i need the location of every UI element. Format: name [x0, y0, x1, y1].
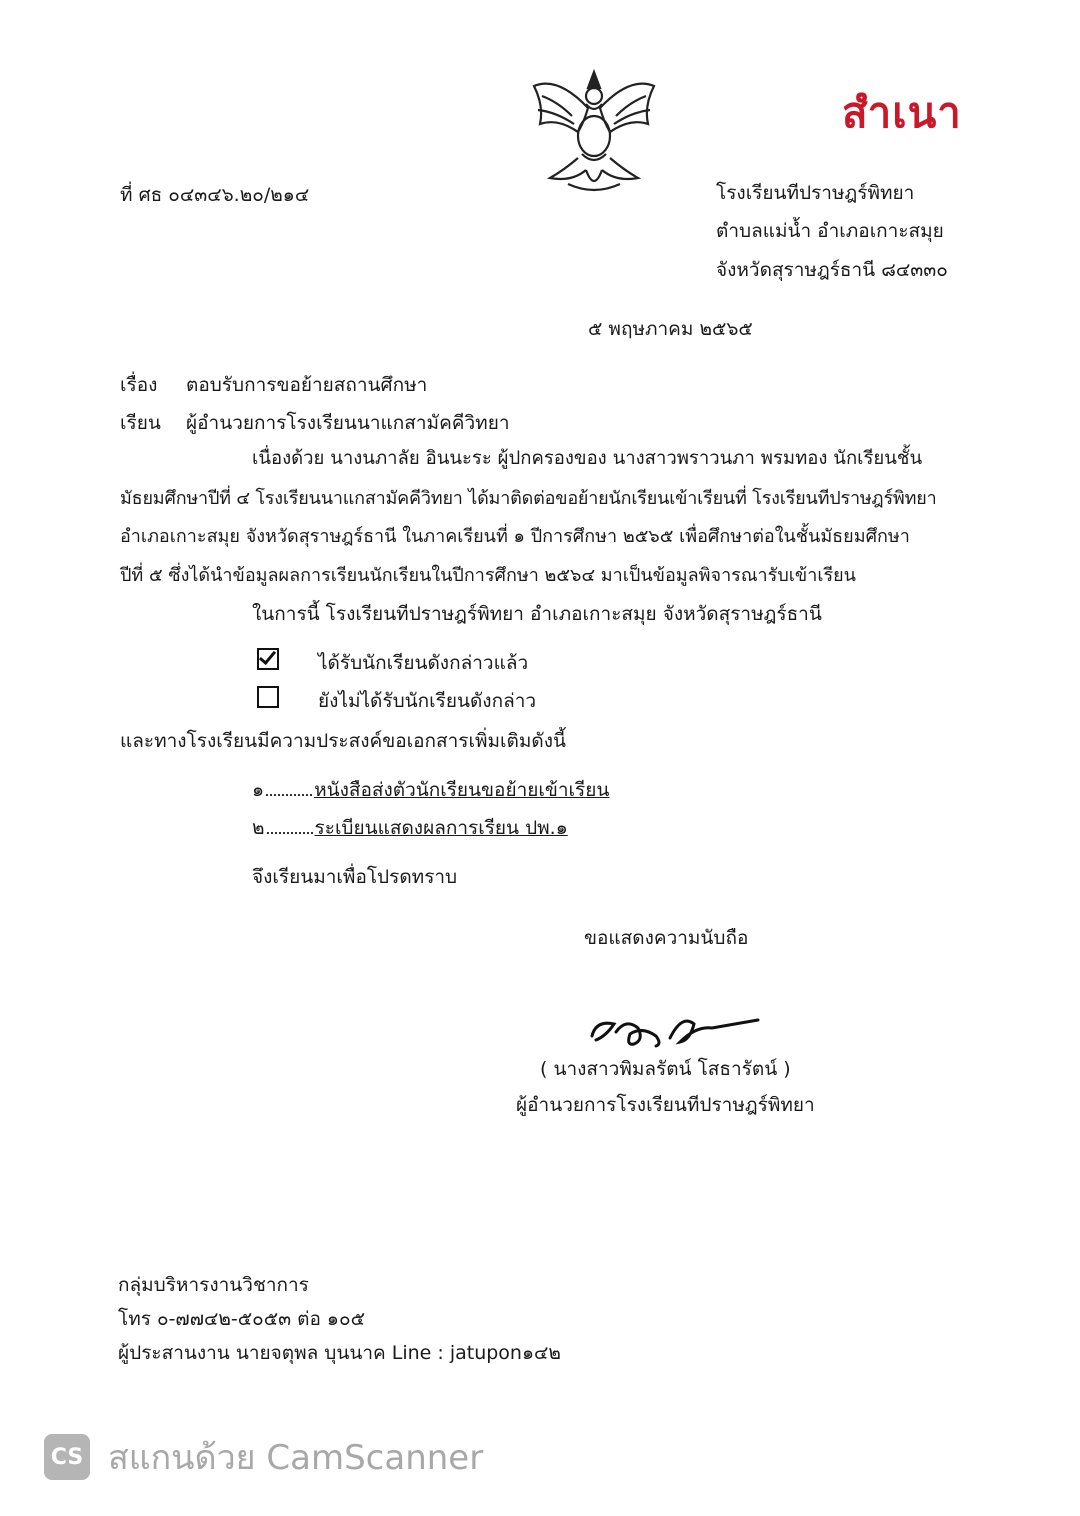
school-name: โรงเรียนทีปราษฎร์พิทยา	[716, 182, 915, 204]
school-subdistrict: ตำบลแม่น้ำ อำเภอเกาะสมุย	[716, 220, 944, 242]
document-item-1	[252, 775, 609, 805]
body-line-3: อำเภอเกาะสมุย จังหวัดสุราษฎร์ธานี ในภาคเรียนที่ ๑ ปีการศึกษา ๒๕๖๕ เพื่อศึกษาต่อในชั้นมัธยมศึกษา	[120, 526, 910, 547]
subject-label: เรื่อง	[120, 374, 158, 396]
body-line-5: ในการนี้ โรงเรียนทีปราษฎร์พิทยา อำเภอเกาะสมุย จังหวัดสุราษฎร์ธานี	[252, 603, 822, 625]
document-item-1-text: หนังสือส่งตัวนักเรียนขอย้ายเข้าเรียน	[314, 779, 610, 801]
document-item-2-text: ระเบียนแสดงผลการเรียน ปพ.๑	[314, 817, 568, 839]
document-date: ๕ พฤษภาคม ๒๕๖๕	[588, 318, 753, 340]
body-line-4: ปีที่ ๕ ซึ่งได้นำข้อมูลผลการเรียนนักเรียนในปีการศึกษา ๒๕๖๔ มาเป็นข้อมูลพิจารณารับเข้าเรียน	[120, 565, 856, 586]
option-received-checkbox[interactable]	[257, 648, 279, 670]
document-number: ที่ ศธ ๐๔๓๔๖.๒๐/๒๑๔	[120, 184, 310, 206]
document-item-1-num: ๑	[252, 779, 265, 801]
dotted-leader	[267, 832, 313, 834]
dotted-leader	[266, 794, 312, 796]
option-not-received-label: ยังไม่ได้รับนักเรียนดังกล่าว	[318, 690, 537, 712]
document-item-2-num: ๒	[252, 817, 265, 839]
footer-department: กลุ่มบริหารงานวิชาการ	[118, 1274, 309, 1296]
regards-line: ขอแสดงความนับถือ	[584, 927, 749, 949]
camscanner-text: สแกนด้วย CamScanner	[108, 1438, 484, 1478]
to-label: เรียน	[120, 412, 161, 434]
closing-line: จึงเรียนมาเพื่อโปรดทราบ	[252, 866, 458, 888]
camscanner-watermark	[44, 1430, 483, 1484]
subject-text: ตอบรับการขอย้ายสถานศึกษา	[186, 374, 428, 396]
footer-coordinator: ผู้ประสานงาน นายจตุพล บุนนาค Line : jatupon๑๔๒	[118, 1342, 561, 1364]
body-line-2: มัธยมศึกษาปีที่ ๔ โรงเรียนนาแกสามัคคีวิทยา ได้มาติดต่อขอย้ายนักเรียนเข้าเรียนที่ โรงเรียนทีปราษฎร์พิทยา	[120, 488, 937, 509]
camscanner-logo-icon: CS	[44, 1434, 90, 1480]
signer-name: ( นางสาวพิมลรัตน์ โสธารัตน์ )	[540, 1058, 791, 1080]
option-received-label: ได้รับนักเรียนดังกล่าวแล้ว	[318, 652, 529, 674]
body-line-1: เนื่องด้วย นางนภาลัย อินนะระ ผู้ปกครองของ นางสาวพราวนภา พรมทอง นักเรียนชั้น	[252, 448, 923, 469]
document-item-2	[252, 813, 568, 843]
footer-phone: โทร ๐-๗๗๔๒-๕๐๕๓ ต่อ ๑๐๕	[118, 1308, 365, 1330]
signer-title: ผู้อำนวยการโรงเรียนทีปราษฎร์พิทยา	[516, 1094, 815, 1116]
copy-stamp: สำเนา	[842, 88, 962, 137]
signature-icon	[586, 1006, 766, 1054]
to-text: ผู้อำนวยการโรงเรียนนาแกสามัคคีวิทยา	[186, 412, 510, 434]
school-province: จังหวัดสุราษฎร์ธานี ๘๔๓๓๐	[716, 259, 948, 281]
option-not-received-checkbox[interactable]	[257, 686, 279, 708]
garuda-emblem-icon	[528, 66, 660, 198]
request-line: และทางโรงเรียนมีความประสงค์ขอเอกสารเพิ่มเติมดังนี้	[120, 730, 567, 752]
